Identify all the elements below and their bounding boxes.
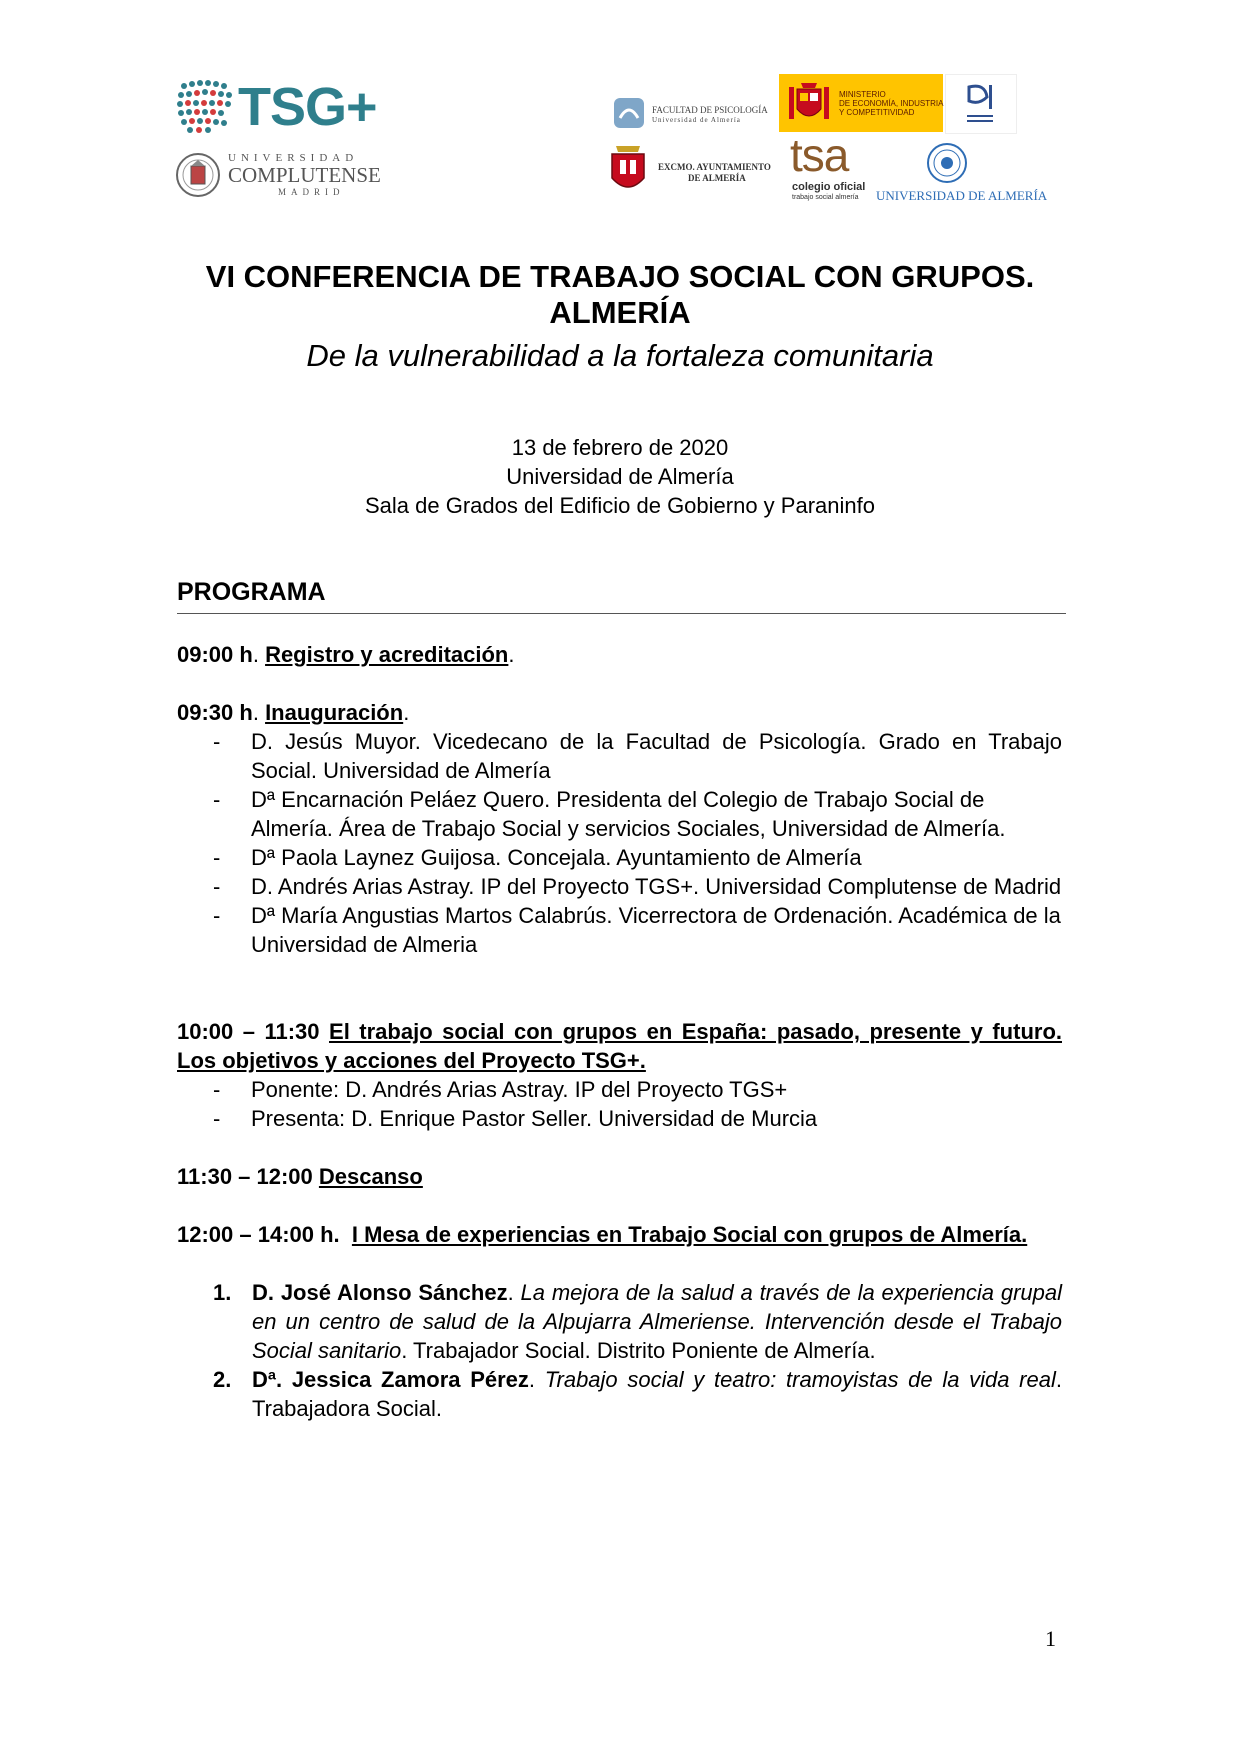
tsa-line2: trabajo social almería	[792, 194, 859, 201]
session-title: Registro y acreditación	[265, 642, 509, 667]
spain-coat-icon	[787, 79, 831, 127]
tsa-logo	[790, 129, 890, 204]
experience-topic: La mejora de la salud a través de la experiencia grupal en un centro de salud de la Alpujarra Almeriense. Intervención desde el Trabajo Social sanitario	[252, 1280, 1062, 1363]
tsg-dots-icon	[176, 78, 236, 136]
session-sep	[340, 1222, 352, 1247]
tsg-logo	[176, 78, 406, 138]
session-end: .	[508, 642, 515, 667]
agencia-mark-icon	[961, 79, 1001, 129]
conference-title	[0, 259, 1240, 331]
ayuntamiento-logo	[608, 142, 788, 200]
ual-seal-icon	[926, 142, 968, 184]
ministerio-line1: MINISTERIO	[839, 90, 886, 99]
conference-subtitle: De la vulnerabilidad a la fortaleza comunitaria	[306, 338, 934, 373]
ucm-logo	[176, 148, 396, 204]
ual-logo	[876, 140, 1048, 204]
experience-number: 2.	[213, 1367, 232, 1392]
inauguracion-list	[177, 727, 1062, 959]
list-item: - Dª María Angustias Martos Calabrús. Vicerrectora de Ordenación. Académica de la Universidad de Almeria	[251, 901, 1062, 959]
list-item: - D. Andrés Arias Astray. IP del Proyecto TGS+. Universidad Complutense de Madrid	[251, 872, 1062, 901]
experience-item: 2. Dª. Jessica Zamora Pérez. Trabajo social y teatro: tramoyistas de la vida real. Trabajadora Social.	[213, 1367, 1062, 1421]
session-title: I Mesa de experiencias en Trabajo Social con grupos de Almería.	[351, 1222, 1028, 1247]
session-registro	[177, 640, 1062, 669]
ayuntamiento-crest-icon	[608, 142, 648, 196]
psicologia-logo	[612, 96, 772, 136]
ual-text: UNIVERSIDAD DE ALMERÍA	[876, 188, 1048, 203]
ayuntamiento-line2: DE ALMERÍA	[688, 173, 746, 183]
event-place: Universidad de Almería	[506, 464, 734, 489]
ayuntamiento-line1: EXCMO. AYUNTAMIENTO	[658, 162, 771, 172]
session-title: Inauguración	[265, 700, 404, 725]
experiences-list	[177, 1278, 1062, 1423]
page-number: 1	[1045, 1626, 1056, 1651]
session-end: .	[403, 700, 410, 725]
session-time: 11:30 – 12:00	[177, 1164, 313, 1189]
session-descanso	[177, 1162, 1062, 1191]
ucm-line2: COMPLUTENSE	[228, 163, 381, 187]
list-item: - Dª Paola Laynez Guijosa. Concejala. Ayuntamiento de Almería	[251, 843, 1062, 872]
title-line1: VI CONFERENCIA DE TRABAJO SOCIAL CON GRUPOS.	[205, 259, 1035, 294]
tsa-line1: colegio oficial	[792, 181, 866, 193]
experience-item: 1. D. José Alonso Sánchez. La mejora de la salud a través de la experiencia grupal en un centro de salud de la Alpujarra Almeriense. Intervención desde el Trabajo Social sanitario. Trabajador Social. Distrito Poniente de Almería.	[213, 1280, 1062, 1363]
session-time: 09:30 h	[177, 700, 253, 725]
session-sep: .	[252, 700, 266, 725]
experience-affiliation: Trabajadora Social.	[252, 1396, 442, 1421]
session-inauguracion	[177, 698, 1062, 727]
ucm-line3: MADRID	[278, 187, 345, 197]
psicologia-line1: FACULTAD DE PSICOLOGÍA	[652, 105, 768, 115]
experience-number: 1.	[213, 1280, 232, 1305]
event-date: 13 de febrero de 2020	[511, 435, 729, 460]
experience-speaker: D. José Alonso Sánchez	[252, 1280, 508, 1305]
session-time: 12:00 – 14:00 h.	[177, 1222, 340, 1247]
list-item: - Dª Encarnación Peláez Quero. Presidenta del Colegio de Trabajo Social de Almería. Área de Trabajo Social y servicios Sociales, Universidad de Almería.	[251, 785, 1062, 843]
list-item: - Presenta: D. Enrique Pastor Seller. Universidad de Murcia	[251, 1104, 1062, 1133]
program-content	[177, 640, 1062, 1423]
agencia-logo	[945, 74, 1017, 134]
tsa-mark: tsa	[790, 129, 849, 181]
ministerio-line3: Y COMPETITIVIDAD	[839, 108, 915, 117]
list-item: - D. Jesús Muyor. Vicedecano de la Facultad de Psicología. Grado en Trabajo Social. Universidad de Almería	[251, 727, 1062, 785]
programa-heading: PROGRAMA	[177, 578, 326, 606]
event-room: Sala de Grados del Edificio de Gobierno y Paraninfo	[365, 493, 875, 518]
heading-rule	[177, 613, 1066, 614]
session-mesa	[177, 1220, 1062, 1249]
session-sep: .	[252, 642, 266, 667]
ucm-crest-icon	[176, 150, 220, 200]
ucm-line1: UNIVERSIDAD	[228, 152, 359, 164]
title-line2: ALMERÍA	[549, 295, 691, 330]
psicologia-line2: Universidad de Almería	[652, 116, 741, 124]
experience-topic: Trabajo social y teatro: tramoyistas de la vida real	[544, 1367, 1056, 1392]
session-title: El trabajo social con grupos en España: pasado, presente y futuro. Los objetivos y acciones del Proyecto TSG+.	[177, 1019, 1062, 1073]
psicologia-mark-icon	[612, 96, 646, 130]
tsg-logo-text: TSG+	[238, 77, 377, 137]
ministerio-line2: DE ECONOMÍA, INDUSTRIA	[839, 99, 944, 108]
session-time: 09:00 h	[177, 642, 253, 667]
experience-affiliation: Trabajador Social. Distrito Poniente de Almería.	[413, 1338, 876, 1363]
header-logos	[0, 0, 1240, 210]
session-time: 10:00 – 11:30	[177, 1019, 320, 1044]
list-item: - Ponente: D. Andrés Arias Astray. IP del Proyecto TGS+	[251, 1075, 1062, 1104]
trabajo-social-list	[177, 1075, 1062, 1133]
session-title: Descanso	[318, 1164, 423, 1189]
session-sep	[320, 1019, 329, 1044]
event-info	[0, 433, 1240, 520]
session-trabajo-social	[177, 1017, 1062, 1075]
ministerio-logo	[779, 74, 943, 132]
experience-speaker: Dª. Jessica Zamora Pérez	[252, 1367, 529, 1392]
